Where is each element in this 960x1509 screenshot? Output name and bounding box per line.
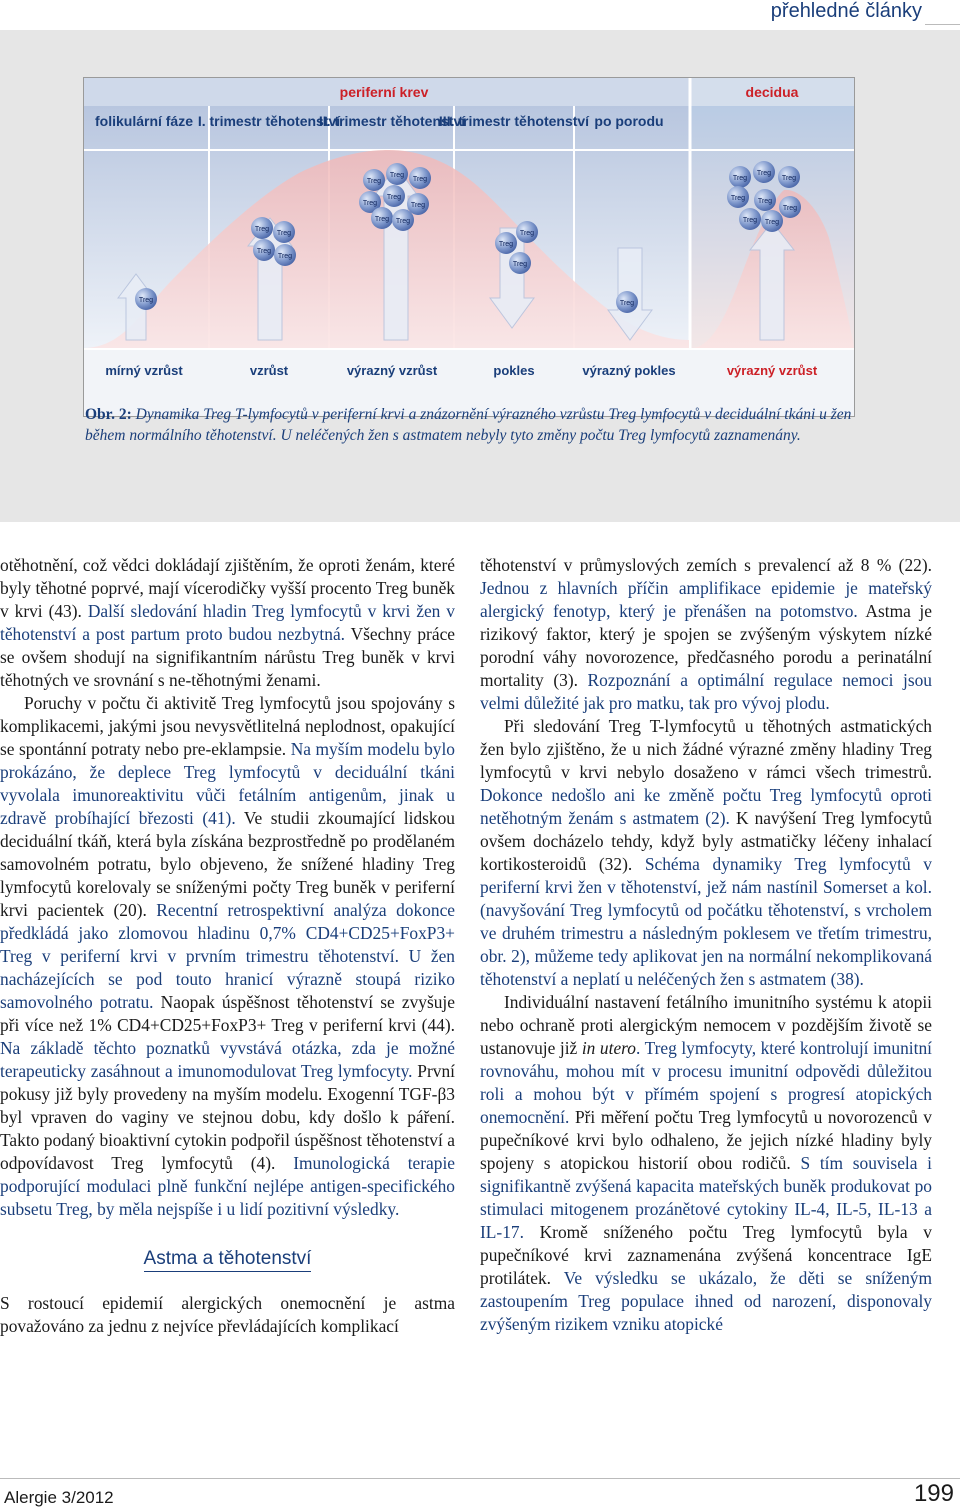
text-span: Imunologická terapie podporující modulaci plně funkční nejlépe antigen-specifického subsetu Treg, by měla nejspíše i u lidí pozitivní výsledky. [0,1153,456,1219]
text-span: těhotenství v průmyslových zemích s prevalencí až 8 % (22). [480,555,932,575]
text-span: Při sledování Treg T-lymfocytů u těhotných astmatických žen bylo zjištěno, že u nich žádné výrazné změny hladiny Treg lymfocytů v krvi nebylo dosaženo v rámci všech trimestrů. [480,716,932,782]
change-label-2: vzrůst [249,363,289,378]
journal-issue: Alergie 3/2012 [4,1488,114,1507]
treg-cell [274,244,296,266]
treg-cell [392,209,414,231]
text-span: Ve výsledku se ukázalo, že děti se sníženým zastoupením Treg populace ihned od narození, disponovaly zvýšeným rizikem vzniku atopické [480,1268,932,1334]
text-span: Ve studii zkoumající lidskou deciduální tkáň, která byla získána bezprostředně po prodělaném samovolném potratu, bylo objeveno, že snížené hladiny Treg lymfocytů korelovaly se sníženými počty Treg buněk v periferní krvi pacientek (20). [0,808,455,920]
treg-cell [363,169,385,191]
text-span: Rozpoznání a optimální regulace nemoci jsou velmi důležité jak pro matku, tak pro vývoj plodu. [480,670,932,713]
svg-text:Treg: Treg [254,226,270,233]
svg-text:Treg: Treg [374,216,390,223]
text-span: Poruchy v počtu či aktivitě Treg lymfocytů jsou spojovány s komplikacemi, jakými jsou nevysvětlitelná neplodnost, opakující se spontánní potraty nebo pre-eklampsie. [0,693,455,759]
change-label-1: mírný vzrůst [105,363,183,378]
treg-cell [383,185,405,207]
treg-dynamics-diagram [84,78,854,416]
treg-cell [386,163,408,185]
treg-cell [729,166,751,188]
change-label-3: výrazný vzrůst [346,363,438,378]
text-span: Individuální nastavení fetálního imunitního systému k atopii nebo ochraně proti alergickým nemocem v pozdějším životě se ustanovuje již [480,992,932,1058]
svg-text:Treg: Treg [389,172,405,179]
treg-cell [409,167,431,189]
treg-cell [273,221,295,243]
text-span: S tím souvisela i signifikantně zvýšená kapacita mateřských buněk produkovat po stimulaci mitogenem prozánětové cytokiny IL-4, IL-5, IL-13 a IL-17. [480,1153,932,1242]
treg-cell [739,208,761,230]
phase-label-4: III. trimestr těhotenství [438,113,590,129]
decidua-title: decidua [745,84,799,100]
phase-label-5: po porodu [594,113,664,129]
italic-span: in utero [581,1038,636,1058]
treg-cell [253,239,275,261]
text-span: Další sledování hladin Treg lymfocytů v krvi žen v těhotenství a post partum proto budou nezbytná. [0,601,456,644]
svg-text:Treg: Treg [362,200,378,207]
treg-cell [616,291,638,313]
treg-cell [761,210,783,232]
treg-cell [778,166,800,188]
svg-text:Treg: Treg [619,300,635,307]
section-heading-text: Astma a těhotenství [144,1248,312,1272]
page-number: 199 [913,1480,954,1507]
text-span: Na základě těchto poznatků vyvstává otázka, zda je možné terapeuticky zasáhnout a imunomodulovat Treg lymfocyty. [0,1038,455,1081]
treg-cell [371,207,393,229]
treg-cell [251,217,273,239]
right-paragraph-3 [480,991,932,1336]
text-span: Na myším modelu bylo prokázáno, že deplece Treg lymfocytů v deciduální tkáni vyvolala imunoreaktivitu vůči fetálním antigenům, jinak u zdravě probíhající březosti (41). [0,739,455,828]
treg-cell [727,186,749,208]
text-span: Jednou z hlavních příčin amplifikace epidemie je mateřský alergický fenotyp, který je přenášen na potomstvo. [480,578,932,621]
figure-box [0,30,960,522]
left-paragraph-3: S rostoucí epidemií alergických onemocnění je astma považováno za jednu z nejvíce převládajících komplikací [0,1293,455,1336]
svg-text:Treg: Treg [732,175,748,182]
figure-panel [83,77,855,417]
caption-text: Dynamika Treg T-lymfocytů v periferní krvi a znázornění výrazného vzrůstu Treg lymfocytů v deciduální tkáni u žen během normálního těhotenství. U neléčených žen s astmatem nebyly tyto změny počtu Treg lymfocytů zaznamenány. [85,406,852,444]
change-label-6: výrazný vzrůst [726,363,818,378]
svg-text:Treg: Treg [277,253,293,260]
right-column [480,554,932,1336]
right-paragraph-2 [480,715,932,991]
svg-text:Treg: Treg [410,202,426,209]
treg-cell [754,189,776,211]
text-span: Dokonce nedošlo ani ke změně počtu Treg lymfocytů oproti netěhotným ženám s astmatem (2). [480,785,932,828]
text-span: otěhotnění, což vědci dokládají zjištěním, že oproti ženám, které byly těhotné poprvé, mají vícerodičky vyšší procento Treg buněk v krvi (43). [0,555,455,621]
svg-text:Treg: Treg [366,178,382,185]
text-span: Schéma dynamiky Treg lymfocytů v periferní krvi žen v těhotenství, jež nám nastínil Somerset a kol. (navyšování Treg lymfocytů od počátku těhotenství, s vrcholem ve druhém trimestru a následným poklesem ve třetím trimestru, obr. 2), můžeme tedy aplikovat jen na normální nekomplikovaná těhotenství a neplatí u neléčených žen s astmatem (38). [480,854,932,989]
svg-text:Treg: Treg [512,261,528,268]
treg-cell [516,221,538,243]
svg-text:Treg: Treg [730,195,746,202]
svg-text:Treg: Treg [386,194,402,201]
phase-label-3: II. trimestr těhotenství [318,113,466,129]
svg-text:Treg: Treg [395,218,411,225]
svg-text:Treg: Treg [276,230,292,237]
change-label-4: pokles [493,363,535,378]
treg-cell [753,161,775,183]
svg-text:Treg: Treg [757,198,773,205]
phase-labels [95,113,664,129]
text-span: Recentní retrospektivní analýza dokonce předkládá jako zlomovou hladinu 0,7% CD4+CD25+FoxP3+ Treg v periferní krvi v prvním trimestru těhotenství. U žen nacházejících se pod touto hranicí výrazně stoupá riziko samovolného potratu. [0,900,456,1012]
svg-text:Treg: Treg [782,205,798,212]
svg-text:Treg: Treg [256,248,272,255]
phase-label-1: folikulární fáze [94,113,194,129]
blood-title: periferní krev [339,84,429,100]
treg-cell [495,232,517,254]
text-span: První pokusy již byly provedeny na myším modelu. Exogenní TGF-β3 byl vpraven do vaginy ve stejnou dobu, kdy došlo k páření. Takto podaný bioaktivní cytokin podpořil úspěšnost těhotenství a odpovídavost Treg lymfocytů (4). [0,1061,455,1173]
treg-cell [509,252,531,274]
treg-cell [779,196,801,218]
svg-text:Treg: Treg [764,219,780,226]
phase-label-2: I. trimestr těhotenství [197,113,341,129]
section-heading [0,1247,455,1270]
left-paragraph-1 [0,554,455,692]
left-column [0,554,455,1338]
change-label-5: výrazný pokles [582,363,676,378]
caption-label: Obr. 2: [85,406,132,423]
left-paragraph-2 [0,692,455,1221]
text-span: Naopak úspěšnost těhotenství se zvyšuje při více než 1% CD4+CD25+FoxP3+ Treg v periferní krvi (44). [0,992,455,1035]
svg-text:Treg: Treg [138,297,154,304]
right-paragraph-1 [480,554,932,715]
svg-text:Treg: Treg [742,217,758,224]
svg-text:Treg: Treg [519,230,535,237]
treg-cell [135,288,157,310]
footer-rule [0,1478,960,1479]
figure-caption [85,404,865,446]
svg-text:Treg: Treg [756,170,772,177]
svg-text:Treg: Treg [781,175,797,182]
text-span: . Treg lymfocyty, které kontrolují imunitní rovnováhu, mohou mít v procesu imunitní odpovědi důležitou roli a mohou být v přímém spojení s progresí atopických onemocnění. [480,1038,932,1127]
text-span: Astma je rizikový faktor, který je spojen se zvýšeným výskytem nízké porodní váhy novorozence, předčasného porodu a perinatální mortality (3). [480,601,932,690]
text-span: Všechny práce se ovšem shodují na signifikantním nárůstu Treg buněk v krvi těhotných ve srovnání s ne-těhotnými ženami. [0,624,456,690]
text-span: Při měření počtu Treg lymfocytů u novorozenců v pupečníkové krvi bylo odhaleno, že jejich nízké hladiny byly spojeny s atopickou historií obou rodičů. [480,1107,932,1173]
text-span: K navýšení Treg lymfocytů ovšem docházelo tehdy, když byly astmatičky léčeny inhalací kortikosteroidů (32). [480,808,932,874]
section-title: přehledné články [770,0,922,22]
svg-text:Treg: Treg [498,241,514,248]
svg-text:Treg: Treg [412,176,428,183]
text-span: Kromě sníženého počtu Treg lymfocytů byla v pupečníkové krvi zaznamenána zvýšená koncentrace IgE protilátek. [480,1222,932,1288]
treg-cell [407,193,429,215]
